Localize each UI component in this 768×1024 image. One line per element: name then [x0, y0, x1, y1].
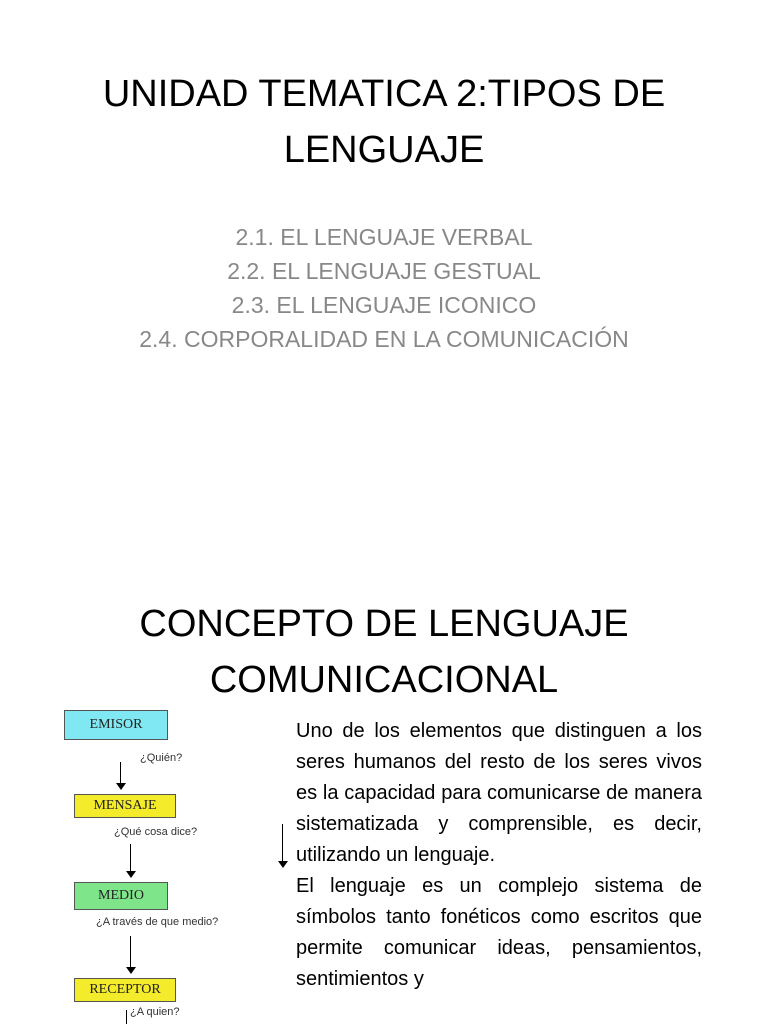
- receptor-box: RECEPTOR: [74, 978, 176, 1002]
- communication-diagram: [56, 706, 256, 1024]
- slide-1-title: [40, 66, 728, 178]
- slide-2-title-line-1: CONCEPTO DE LENGUAJE: [139, 603, 629, 645]
- topic-item: 2.2. EL LENGUAJE GESTUAL: [227, 258, 541, 284]
- slide-2-title-line-2: COMUNICACIONAL: [209, 659, 559, 701]
- down-arrow-icon: [122, 1010, 132, 1024]
- medio-box: MEDIO: [74, 882, 168, 910]
- concept-paragraph-2: El lenguaje es un complejo sistema de símbolos tanto fonéticos como escritos que permite comunicar ideas, pensamientos, sentimientos y: [296, 875, 702, 990]
- slide-1-title-line-2: LENGUAJE: [283, 129, 485, 171]
- emisor-box: EMISOR: [64, 710, 168, 740]
- topic-item: 2.1. EL LENGUAJE VERBAL: [235, 224, 533, 250]
- topic-item: 2.3. EL LENGUAJE ICONICO: [231, 292, 537, 318]
- concept-text: [296, 716, 702, 995]
- question-que-cosa-dice: ¿Qué cosa dice?: [114, 826, 198, 838]
- down-arrow-icon: [126, 936, 136, 974]
- topic-item: 2.4. CORPORALIDAD EN LA COMUNICACIÓN: [139, 326, 629, 352]
- down-arrow-icon: [278, 824, 288, 868]
- slide-2: [0, 560, 768, 1024]
- question-quien: ¿Quién?: [140, 752, 183, 764]
- concept-paragraph-1: Uno de los elementos que distinguen a los seres humanos del resto de los seres vivos es la capacidad para comunicarse de manera sistematizada y comprensible, es decir, utilizando un lenguaje.: [296, 720, 702, 866]
- question-medio: ¿A través de que medio?: [96, 916, 219, 928]
- slide-2-title: [40, 596, 728, 708]
- down-arrow-icon: [116, 762, 126, 790]
- slide-1-title-line-1: UNIDAD TEMATICA 2:TIPOS DE: [102, 73, 666, 115]
- question-a-quien: ¿A quien?: [130, 1006, 180, 1018]
- mensaje-box: MENSAJE: [74, 794, 176, 818]
- down-arrow-icon: [126, 844, 136, 878]
- topic-list: [40, 220, 728, 356]
